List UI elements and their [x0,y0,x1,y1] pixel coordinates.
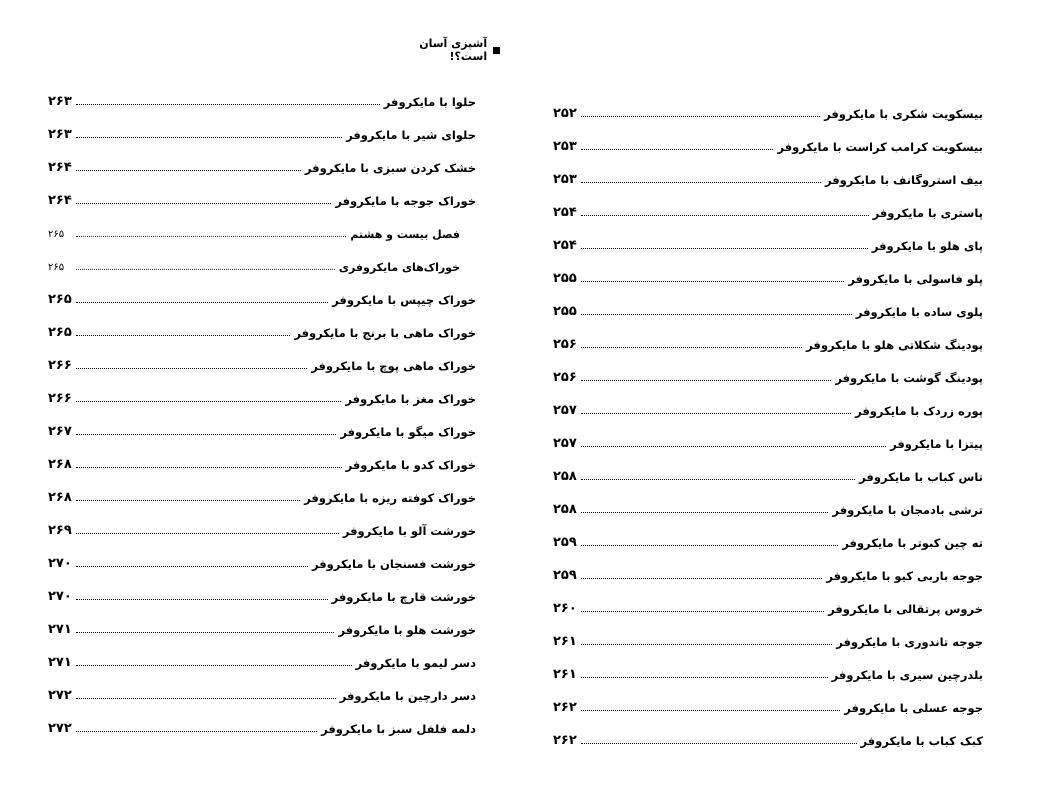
dot-leader [76,632,334,633]
dot-leader [581,380,831,381]
toc-entry-page-number: ۲۶۸ [48,490,72,505]
dot-leader [581,611,824,612]
toc-entry-page-number: ۲۶۰ [553,601,577,616]
toc-entry-page-number: ۲۵۲ [553,106,577,121]
toc-section-heading[interactable] [48,207,476,240]
toc-entry-title: ته چین کبوتر با مایکروفر [842,535,983,550]
toc-entry-title: دسر دارچین با مایکروفر [339,688,476,703]
toc-right-column [553,87,983,747]
toc-entry-page-number: ۲۶۷ [48,424,72,439]
toc-entry-page-number: ۲۵۸ [553,502,577,517]
toc-entry[interactable] [553,252,983,285]
dot-leader [581,644,832,645]
toc-entry-page-number: ۲۶۵ [48,292,72,307]
toc-entry[interactable] [48,504,476,537]
dot-leader [581,545,838,546]
toc-entry[interactable] [48,471,476,504]
dot-leader [581,413,851,414]
toc-entry[interactable] [553,417,983,450]
toc-entry-page-number: ۲۶۱ [553,634,577,649]
toc-entry-title: بیسکویت کرامب کراست با مایکروفر [777,139,983,154]
toc-entry-page-number: ۲۵۹ [553,535,577,550]
dot-leader [581,149,773,150]
toc-entry-page-number: ۲۶۵ [48,229,65,240]
toc-entry[interactable] [553,285,983,318]
dot-leader [76,467,342,468]
toc-entry-title: خوراک کوفته ریزه با مایکروفر [304,490,476,505]
toc-entry-page-number: ۲۵۷ [553,403,577,418]
toc-entry-page-number: ۲۷۱ [48,655,72,670]
toc-entry[interactable] [48,702,476,735]
toc-entry-title: بیسکویت شکری با مایکروفر [824,106,983,121]
header-title: آشپزی آسان است؟! [419,37,488,63]
toc-entry[interactable] [48,570,476,603]
toc-entry[interactable] [553,615,983,648]
toc-entry-title: پوره زردک با مایکروفر [855,403,983,418]
toc-entry-page-number: ۲۵۴ [553,238,577,253]
toc-entry-page-number: ۲۶۶ [48,391,72,406]
toc-entry-title: خوراک چیپس با مایکروفر [332,292,476,307]
toc-entry-page-number: ۲۵۵ [553,304,577,319]
toc-entry[interactable] [553,648,983,681]
toc-entry-title: خوراک کدو با مایکروفر [345,457,476,472]
toc-entry-page-number: ۲۵۴ [553,205,577,220]
toc-entry-page-number: ۲۶۳ [48,94,72,109]
toc-entry[interactable] [48,537,476,570]
toc-entry-title: خورشت فسنجان با مایکروفر [311,556,476,571]
dot-leader [581,710,840,711]
toc-entry-page-number: ۲۵۶ [553,337,577,352]
toc-entry[interactable] [553,549,983,582]
dot-leader [76,731,317,732]
toc-entry-page-number: ۲۶۸ [48,457,72,472]
toc-entry-title: دلمه فلفل سبز با مایکروفر [321,721,476,736]
toc-entry-title: خروس پرتقالی با مایکروفر [828,601,983,616]
toc-entry-title: خورشت هلو با مایکروفر [338,622,476,637]
toc-entry-title: خوراک ماهی با برنج با مایکروفر [294,325,476,340]
toc-entry[interactable] [553,483,983,516]
toc-entry-title: حلوای شیر با مایکروفر [346,127,476,142]
toc-entry-page-number: ۲۵۵ [553,271,577,286]
dot-leader [581,248,868,249]
toc-entry-title: خورشت قارچ با مایکروفر [331,589,476,604]
dot-leader [581,743,857,744]
toc-entry-page-number: ۲۶۶ [48,358,72,373]
toc-entry[interactable] [48,108,476,141]
toc-entry[interactable] [553,384,983,417]
toc-entry-title: پودینگ گوشت با مایکروفر [835,370,983,385]
toc-entry[interactable] [553,186,983,219]
dot-leader [581,215,869,216]
toc-entry-page-number: ۲۷۲ [48,688,72,703]
toc-entry[interactable] [48,306,476,339]
toc-left-column [48,75,476,735]
toc-entry-title: خوراک مغز با مایکروفر [345,391,476,406]
dot-leader [76,500,300,501]
dot-leader [76,434,336,435]
dot-leader [76,698,336,699]
dot-leader [76,335,290,336]
toc-entry[interactable] [48,669,476,702]
toc-entry[interactable] [48,75,476,108]
dot-leader [581,116,820,117]
page-header [380,37,500,63]
toc-entry-page-number: ۲۵۸ [553,469,577,484]
toc-entry-page-number: ۲۵۳ [553,139,577,154]
toc-entry-title: پای هلو با مایکروفر [871,238,983,253]
toc-entry-title: خوراک ماهی پوچ با مایکروفر [311,358,476,373]
dot-leader [76,104,380,105]
toc-entry-title: بیف استروگانف با مایکروفر [824,172,983,187]
dot-leader [76,170,301,171]
dot-leader [581,578,822,579]
toc-entry-title: حلوا با مایکروفر [383,94,476,109]
toc-entry-page-number: ۲۶۴ [48,193,72,208]
toc-entry-page-number: ۲۷۲ [48,721,72,736]
toc-entry-page-number: ۲۷۰ [48,556,72,571]
toc-entry[interactable] [48,636,476,669]
dot-leader [581,182,821,183]
toc-entry-page-number: ۲۷۰ [48,589,72,604]
toc-entry-title: خوراک‌های مایکروفری [338,261,460,274]
toc-entry[interactable] [48,405,476,438]
toc-entry-title: ترشی بادمجان با مایکروفر [832,502,983,517]
dot-leader [76,599,328,600]
dot-leader [581,677,828,678]
dot-leader [76,533,339,534]
dot-leader [76,665,352,666]
dot-leader [581,347,802,348]
toc-entry[interactable] [48,339,476,372]
toc-entry[interactable] [48,273,476,306]
toc-entry-page-number: ۲۵۷ [553,436,577,451]
toc-entry[interactable] [48,174,476,207]
toc-entry-page-number: ۲۶۳ [48,127,72,142]
dot-leader [76,236,346,237]
toc-entry-page-number: ۲۷۱ [48,622,72,637]
dot-leader [76,566,308,567]
toc-entry-title: پاستری با مایکروفر [872,205,983,220]
dot-leader [76,269,335,270]
dot-leader [581,281,844,282]
dot-leader [76,302,328,303]
dot-leader [76,137,342,138]
toc-entry-page-number: ۲۵۹ [553,568,577,583]
toc-entry[interactable] [553,120,983,153]
toc-entry[interactable] [553,318,983,351]
toc-entry-page-number: ۲۶۵ [48,325,72,340]
toc-entry-title: پیتزا با مایکروفر [890,436,983,451]
toc-entry-page-number: ۲۶۲ [553,733,577,748]
dot-leader [76,203,331,204]
dot-leader [581,446,886,447]
toc-entry-title: دسر لیمو با مایکروفر [355,655,476,670]
toc-entry[interactable] [48,438,476,471]
toc-entry-title: بلدرچین سیری با مایکروفر [831,667,983,682]
toc-entry[interactable] [553,681,983,714]
dot-leader [76,368,307,369]
toc-entry-page-number: ۲۶۲ [553,700,577,715]
toc-entry-title: پودینگ شکلاتی هلو با مایکروفر [806,337,983,352]
toc-entry-title: خوراک جوجه با مایکروفر [335,193,476,208]
toc-entry[interactable] [553,450,983,483]
toc-entry-title: جوجه تاندوری با مایکروفر [836,634,983,649]
toc-entry[interactable] [553,351,983,384]
toc-entry-title: جوجه عسلی با مایکروفر [844,700,983,715]
toc-entry-page-number: ۲۶۹ [48,523,72,538]
toc-entry-title: جوجه باربی کیو با مایکروفر [826,568,983,583]
toc-entry-page-number: ۲۵۶ [553,370,577,385]
toc-entry[interactable] [48,372,476,405]
toc-entry-page-number: ۲۵۳ [553,172,577,187]
dot-leader [581,512,828,513]
toc-entry-title: خوراک میگو با مایکروفر [340,424,476,439]
toc-entry[interactable] [553,582,983,615]
dot-leader [581,314,852,315]
toc-entry-page-number: ۲۶۱ [553,667,577,682]
toc-entry-title: خشک کردن سبزی با مایکروفر [304,160,476,175]
dot-leader [581,479,855,480]
toc-entry[interactable] [48,141,476,174]
toc-entry-page-number: ۲۶۵ [48,262,65,273]
toc-entry[interactable] [553,153,983,186]
toc-entry[interactable] [553,516,983,549]
dot-leader [76,401,341,402]
toc-entry-title: پلو فاسولی با مایکروفر [848,271,983,286]
square-bullet-icon [493,47,500,54]
toc-entry-title: کبک کباب با مایکروفر [860,733,983,748]
toc-entry-title: فصل بیست و هشتم [350,228,460,241]
toc-entry-title: خورشت آلو با مایکروفر [342,523,476,538]
toc-entry[interactable] [48,603,476,636]
toc-entry[interactable] [553,87,983,120]
toc-entry[interactable] [553,714,983,747]
toc-entry-title: پلوی ساده با مایکروفر [855,304,983,319]
toc-entry[interactable] [553,219,983,252]
toc-entry-page-number: ۲۶۴ [48,160,72,175]
toc-section-heading[interactable] [48,240,476,273]
toc-entry-title: تاس کباب با مایکروفر [859,469,983,484]
